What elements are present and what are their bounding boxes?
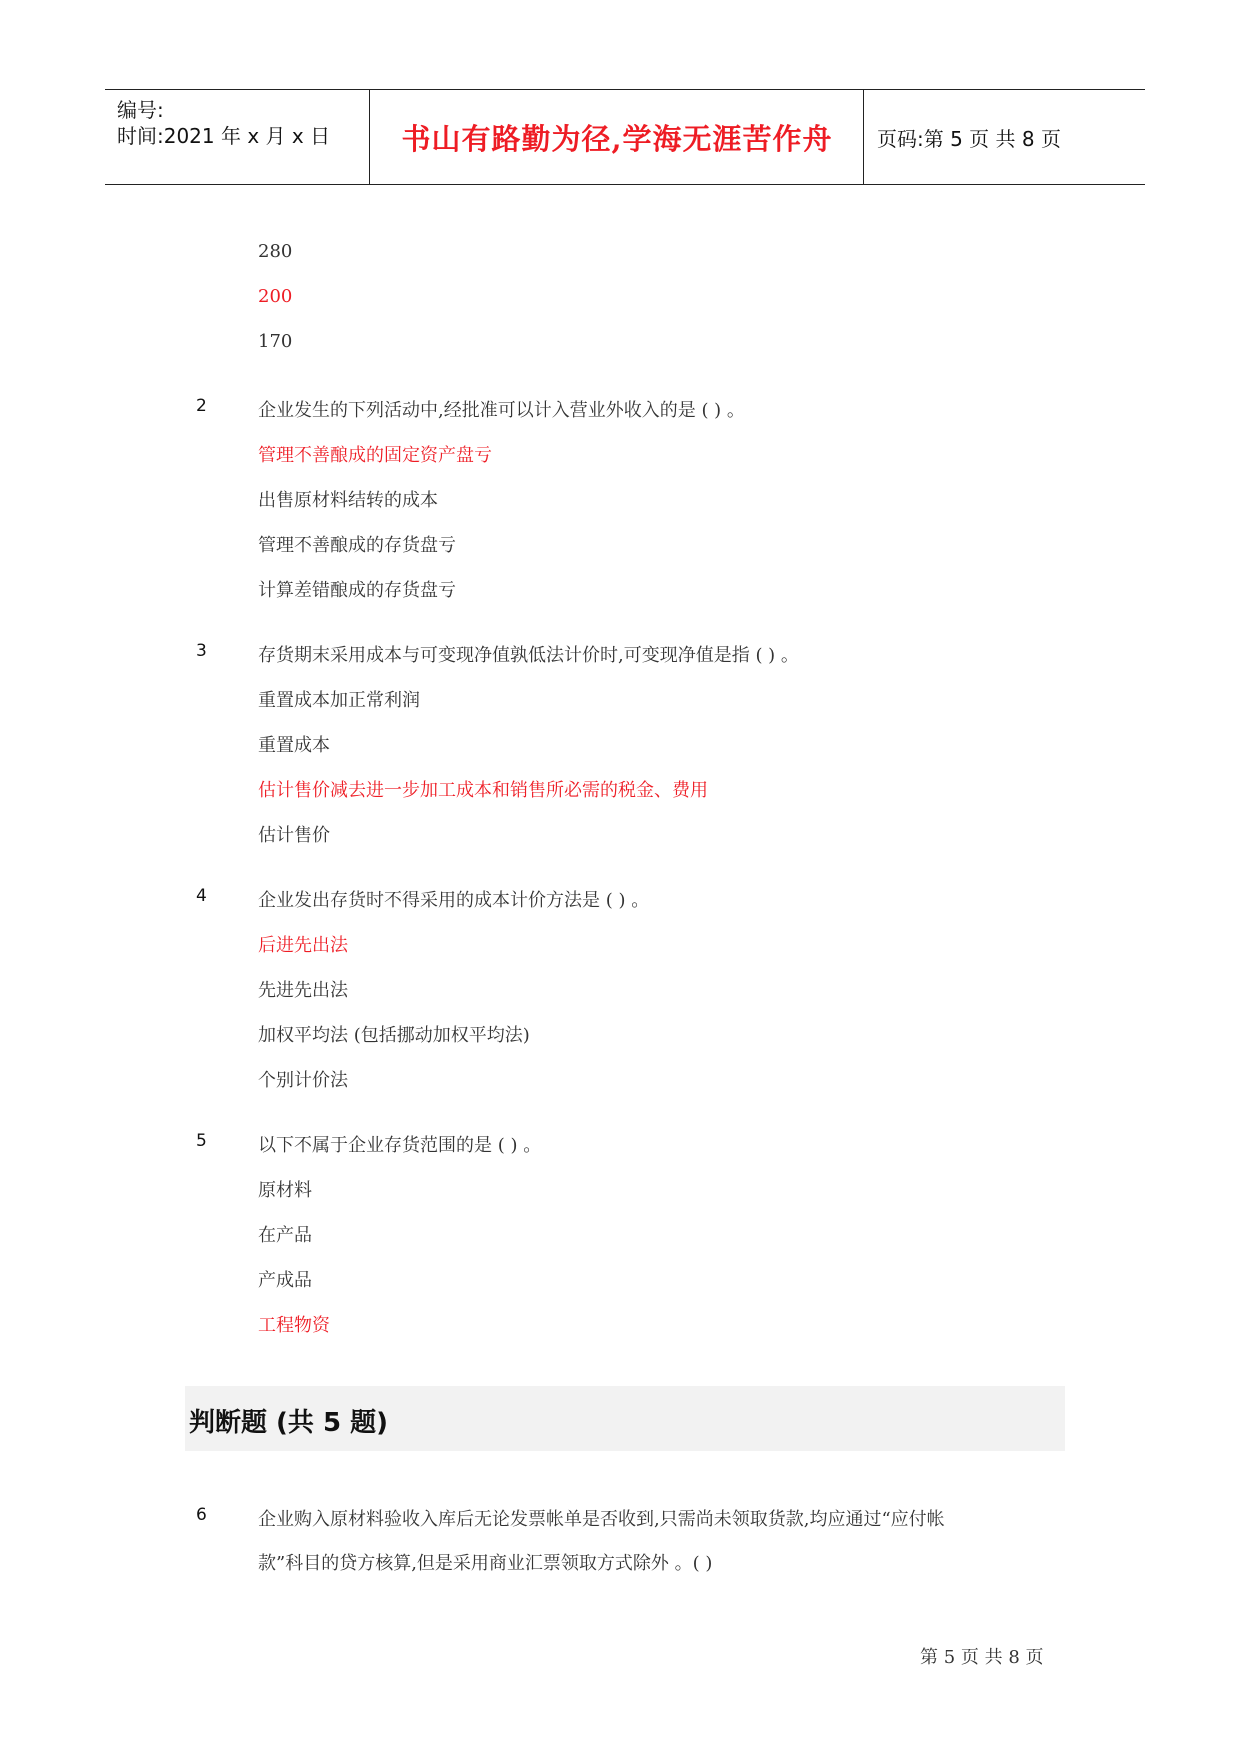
option-text-correct: 工程物资 (258, 1315, 330, 1336)
option-text: 个别计价法 (258, 1070, 348, 1091)
question-number: 3 (196, 641, 207, 661)
question-number: 6 (196, 1505, 207, 1525)
option-text: 原材料 (258, 1180, 312, 1201)
option-text: 在产品 (258, 1225, 312, 1246)
question-text-continued: 款”科目的贷方核算,但是采用商业汇票领取方式除外 。( ) (258, 1553, 713, 1574)
header-page-label: 页码:第 5 页 共 8 页 (877, 126, 1061, 151)
option-text: 重置成本 (258, 735, 330, 756)
question-number: 5 (196, 1131, 207, 1151)
option-text: 估计售价 (258, 825, 330, 846)
question-number: 4 (196, 886, 207, 906)
option-text: 170 (258, 331, 293, 352)
page-footer: 第 5 页 共 8 页 (920, 1647, 1044, 1668)
question-text: 存货期末采用成本与可变现净值孰低法计价时,可变现净值是指 ( ) 。 (258, 645, 799, 666)
option-text: 计算差错酿成的存货盘亏 (258, 580, 456, 601)
header-meta-cell (105, 90, 370, 184)
question-text: 企业发出存货时不得采用的成本计价方法是 ( ) 。 (258, 890, 650, 911)
option-text: 出售原材料结转的成本 (258, 490, 438, 511)
option-text: 280 (258, 241, 293, 262)
page-header (105, 89, 1145, 185)
option-text: 管理不善酿成的存货盘亏 (258, 535, 456, 556)
option-text: 先进先出法 (258, 980, 348, 1001)
question-text: 企业发生的下列活动中,经批准可以计入营业外收入的是 ( ) 。 (258, 400, 745, 421)
header-motto: 书山有路勤为径,学海无涯苦作舟 (371, 90, 864, 184)
option-text: 产成品 (258, 1270, 312, 1291)
section-title: 判断题 (共 5 题) (189, 1408, 389, 1438)
option-text: 加权平均法 (包括挪动加权平均法) (258, 1025, 530, 1046)
option-text: 重置成本加正常利润 (258, 690, 420, 711)
section-header (185, 1386, 1065, 1451)
option-text-correct: 管理不善酿成的固定资产盘亏 (258, 445, 492, 466)
option-text-correct: 估计售价减去进一步加工成本和销售所必需的税金、费用 (258, 780, 708, 801)
option-text-correct: 后进先出法 (258, 935, 348, 956)
option-text-correct: 200 (258, 286, 293, 307)
question-text: 以下不属于企业存货范围的是 ( ) 。 (258, 1135, 542, 1156)
question-text: 企业购入原材料验收入库后无论发票帐单是否收到,只需尚未领取货款,均应通过“应付帐 (258, 1509, 945, 1530)
document-number-label: 编号: (117, 98, 164, 122)
document-time-label: 时间:2021 年 x 月 x 日 (117, 124, 331, 148)
question-number: 2 (196, 396, 207, 416)
